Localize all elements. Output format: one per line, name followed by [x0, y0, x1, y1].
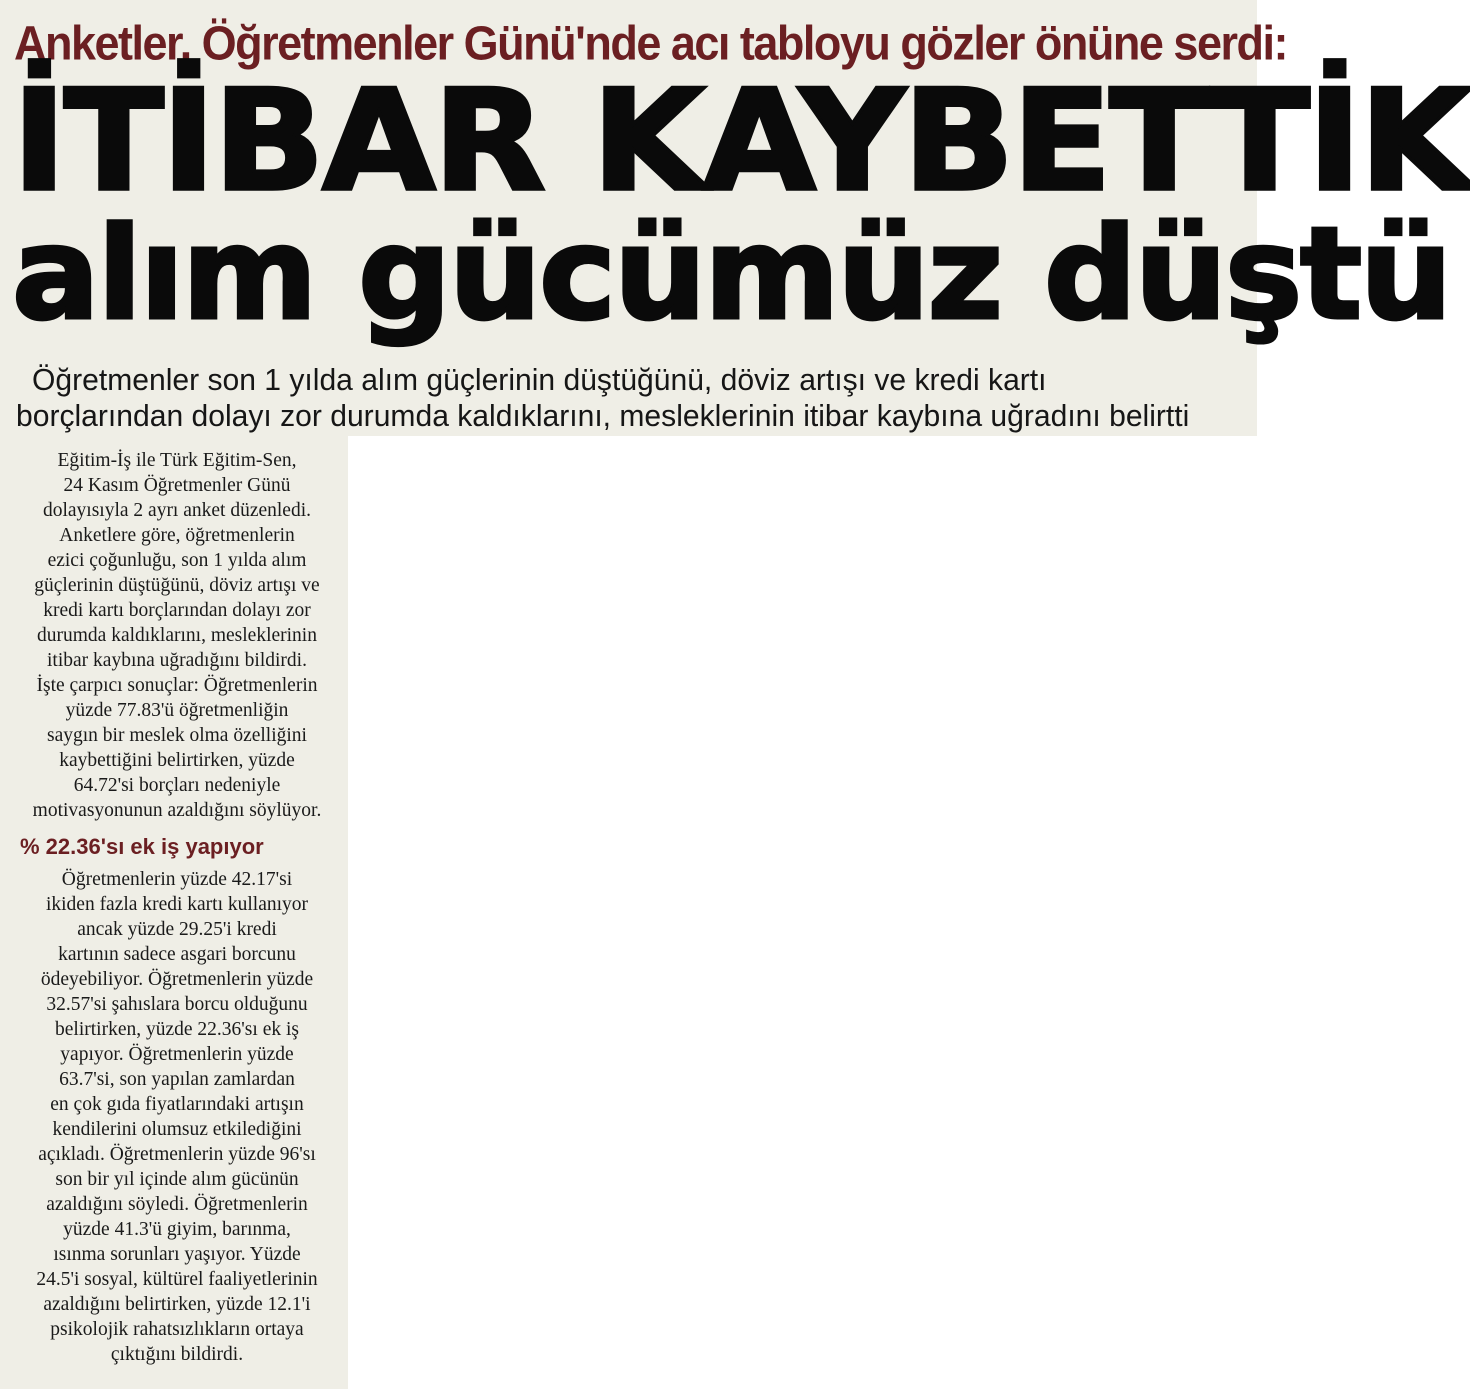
- body-paragraph-1: Eğitim-İş ile Türk Eğitim-Sen, 24 Kasım Öğretmenler Günü dolayısıyla 2 ayrı anket düzenledi. Anketlere göre, öğretmenlerin ezici çoğunluğu, son 1 yılda alım güçlerinin düştüğünü, döviz artışı ve kredi kartı borçlarından dolayı zor durumda kaldıklarını, mesleklerinin itibar kaybına uğradığını bildirdi. İşte çarpıcı sonuçlar: Öğretmenlerin yüzde 77.83'ü öğretmenliğin saygın bir meslek olma özelliğini kaybettiğini belirtirken, yüzde 64.72'si borçları nedeniyle motivasyonunun azaldığını söylüyor.: [32, 450, 322, 821]
- kicker: Anketler, Öğretmenler Günü'nde acı tabloyu gözler önüne serdi:: [14, 15, 1287, 71]
- subheading: % 22.36'sı ek iş yapıyor: [20, 834, 264, 859]
- article-body-column: [14, 448, 340, 1367]
- clipping-top: [0, 0, 1470, 436]
- spot-line-2: borçlarından dolayı zor durumda kaldıklarını, mesleklerinin itibar kaybına uğradını belirtti: [16, 398, 1190, 433]
- body-paragraph-2: Öğretmenlerin yüzde 42.17'si ikiden fazla kredi kartı kullanıyor ancak yüzde 29.25'i kredi kartının sadece asgari borcunu ödeyebiliyor. Öğretmenlerin yüzde 32.57'si şahıslara borcu olduğunu belirtirken, yüzde 22.36'sı ek iş yapıyor. Öğretmenlerin yüzde 63.7'si, son yapılan zamlardan en çok gıda fiyatlarındaki artışın kendilerini olumsuz etkilediğini açıkladı. Öğretmenlerin yüzde 96'sı son bir yıl içinde alım gücünün azaldığını söyledi. Öğretmenlerin yüzde 41.3'ü giyim, barınma, ısınma sorunları yaşıyor. Yüzde 24.5'i sosyal, kültürel faaliyetlerinin azaldığını belirtirken, yüzde 12.1'i psikolojik rahatsızlıkların ortaya çıktığını bildirdi.: [36, 869, 318, 1365]
- headline-line-1: İTİBAR KAYBETTİK: [12, 59, 1470, 223]
- spot-line-1: Öğretmenler son 1 yılda alım güçlerinin düştüğünü, döviz artışı ve kredi kartı: [32, 362, 1047, 397]
- headline-line-2: alım gücümüz düştü: [12, 200, 1451, 349]
